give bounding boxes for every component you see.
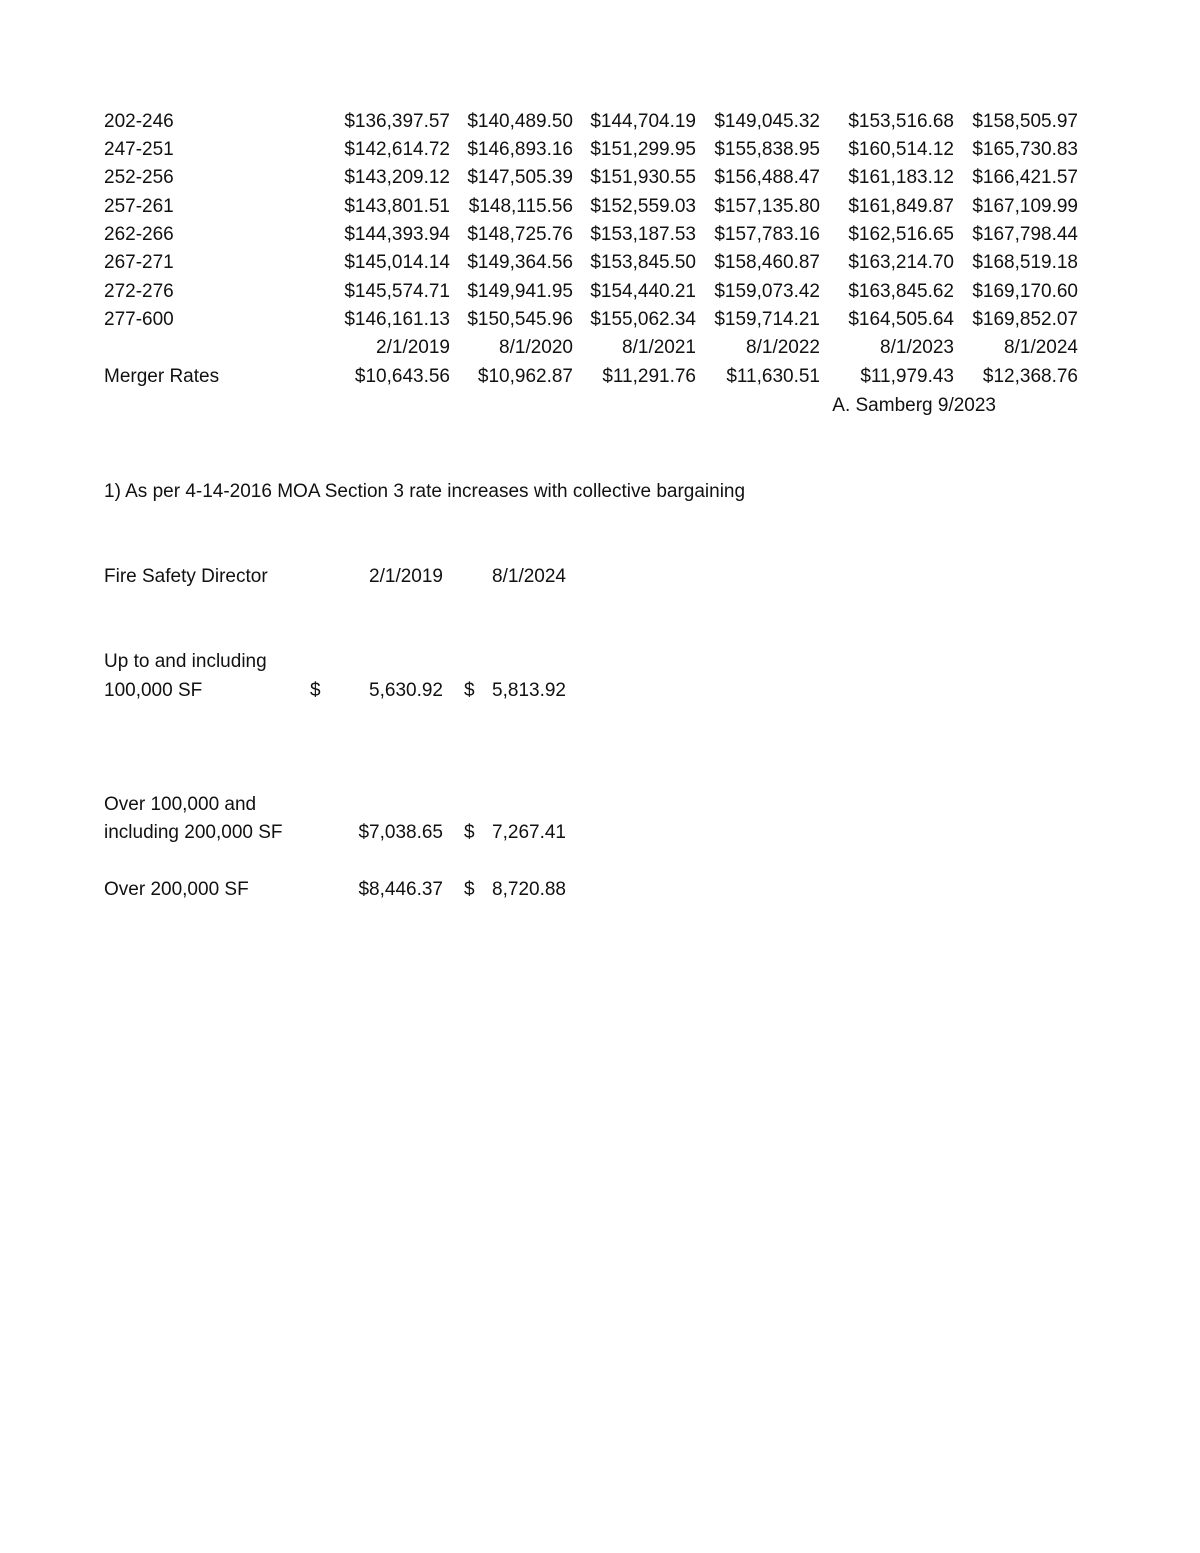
table-row	[0, 193, 1200, 221]
currency-symbol: $	[310, 680, 321, 701]
table-row	[0, 306, 1200, 334]
merger-rate-cell: $10,643.56	[354, 366, 450, 387]
table-row	[0, 221, 1200, 249]
rate-cell: $157,783.16	[714, 224, 820, 245]
rate-cell: $169,170.60	[972, 281, 1078, 302]
currency-symbol: $	[464, 680, 475, 701]
tier-label-line2: 100,000 SF	[104, 680, 203, 701]
footnote: 1) As per 4-14-2016 MOA Section 3 rate increases with collective bargaining	[104, 481, 746, 502]
rate-cell: $146,893.16	[467, 139, 573, 160]
grade-range-label: 277-600	[104, 309, 174, 330]
grade-range-label: 247-251	[104, 139, 174, 160]
rate-cell: $158,505.97	[972, 111, 1078, 132]
tier-rate-2024: 5,813.92	[492, 680, 566, 701]
fire-safety-title: Fire Safety Director	[104, 566, 268, 587]
table-row	[0, 136, 1200, 164]
rate-cell: $167,109.99	[972, 196, 1078, 217]
rate-cell: $159,714.21	[714, 309, 820, 330]
rate-cell: $149,941.95	[467, 281, 573, 302]
rate-cell: $150,545.96	[467, 309, 573, 330]
rate-cell: $164,505.64	[848, 309, 954, 330]
grade-range-label: 257-261	[104, 196, 174, 217]
rate-cell: $143,801.51	[344, 196, 450, 217]
tier-label-line1: Up to and including	[104, 651, 267, 672]
rate-cell: $152,559.03	[590, 196, 696, 217]
tier-label-line1: Over 200,000 SF	[104, 879, 249, 900]
rate-cell: $159,073.42	[714, 281, 820, 302]
table-row	[0, 108, 1200, 136]
effective-date: 8/1/2024	[492, 566, 566, 587]
rate-cell: $142,614.72	[344, 139, 450, 160]
tier-rate-2019: $8,446.37	[358, 879, 443, 900]
table-row	[0, 164, 1200, 192]
effective-date: 8/1/2020	[499, 337, 573, 358]
grade-range-label: 267-271	[104, 252, 174, 273]
rate-cell: $148,115.56	[468, 196, 573, 217]
table-row	[0, 278, 1200, 306]
rate-cell: $165,730.83	[972, 139, 1078, 160]
rate-cell: $149,364.56	[467, 252, 573, 273]
rate-cell: $153,516.68	[848, 111, 954, 132]
grade-range-label: 202-246	[104, 111, 174, 132]
effective-date: 8/1/2024	[1004, 337, 1078, 358]
rate-cell: $167,798.44	[972, 224, 1078, 245]
tier-rate-2024: 8,720.88	[492, 879, 566, 900]
grade-range-label: 262-266	[104, 224, 174, 245]
rate-cell: $147,505.39	[467, 167, 573, 188]
tier-label-line2: including 200,000 SF	[104, 822, 283, 843]
rate-cell: $140,489.50	[467, 111, 573, 132]
rate-cell: $161,849.87	[848, 196, 954, 217]
rate-cell: $146,161.13	[344, 309, 450, 330]
rate-cell: $151,930.55	[590, 167, 696, 188]
rate-cell: $153,187.53	[590, 224, 696, 245]
rate-cell: $166,421.57	[972, 167, 1078, 188]
rate-cell: $155,838.95	[714, 139, 820, 160]
merger-rate-cell: $12,368.76	[982, 366, 1078, 387]
rate-cell: $155,062.34	[590, 309, 696, 330]
merger-rate-cell: $11,630.51	[726, 366, 820, 387]
rate-cell: $156,488.47	[714, 167, 820, 188]
merger-rates-row	[0, 363, 1200, 391]
tier-rate-2019: 5,630.92	[369, 680, 443, 701]
rate-cell: $163,845.62	[848, 281, 954, 302]
grade-range-label: 252-256	[104, 167, 174, 188]
rate-cell: $145,014.14	[344, 252, 450, 273]
merger-rate-cell: $11,979.43	[860, 366, 954, 387]
rate-cell: $162,516.65	[848, 224, 954, 245]
author-signature: A. Samberg 9/2023	[832, 395, 996, 416]
effective-date: 8/1/2021	[622, 337, 696, 358]
rate-cell: $169,852.07	[972, 309, 1078, 330]
rate-cell: $157,135.80	[714, 196, 820, 217]
rate-cell: $144,393.94	[344, 224, 450, 245]
effective-date: 2/1/2019	[369, 566, 443, 587]
tier-label-line1: Over 100,000 and	[104, 794, 257, 815]
rate-cell: $143,209.12	[344, 167, 450, 188]
date-header-row	[0, 334, 1200, 362]
rate-cell: $151,299.95	[590, 139, 696, 160]
rate-cell: $161,183.12	[848, 167, 954, 188]
merger-rate-cell: $11,291.76	[602, 366, 696, 387]
rate-cell: $149,045.32	[714, 111, 820, 132]
rate-cell: $144,704.19	[590, 111, 696, 132]
grade-range-label: 272-276	[104, 281, 174, 302]
rate-cell: $168,519.18	[972, 252, 1078, 273]
rate-cell: $153,845.50	[590, 252, 696, 273]
currency-symbol: $	[464, 879, 475, 900]
merger-rates-label: Merger Rates	[104, 366, 220, 387]
rate-cell: $158,460.87	[714, 252, 820, 273]
effective-date: 2/1/2019	[376, 337, 450, 358]
rate-cell: $148,725.76	[467, 224, 573, 245]
tier-rate-2024: 7,267.41	[492, 822, 566, 843]
rate-cell: $163,214.70	[848, 252, 954, 273]
effective-date: 8/1/2022	[746, 337, 820, 358]
rate-cell: $160,514.12	[848, 139, 954, 160]
currency-symbol: $	[464, 822, 475, 843]
rate-cell: $145,574.71	[344, 281, 450, 302]
rate-cell: $136,397.57	[344, 111, 450, 132]
merger-rate-cell: $10,962.87	[477, 366, 573, 387]
tier-rate-2019: $7,038.65	[358, 822, 443, 843]
table-row	[0, 249, 1200, 277]
rate-cell: $154,440.21	[590, 281, 696, 302]
effective-date: 8/1/2023	[880, 337, 954, 358]
